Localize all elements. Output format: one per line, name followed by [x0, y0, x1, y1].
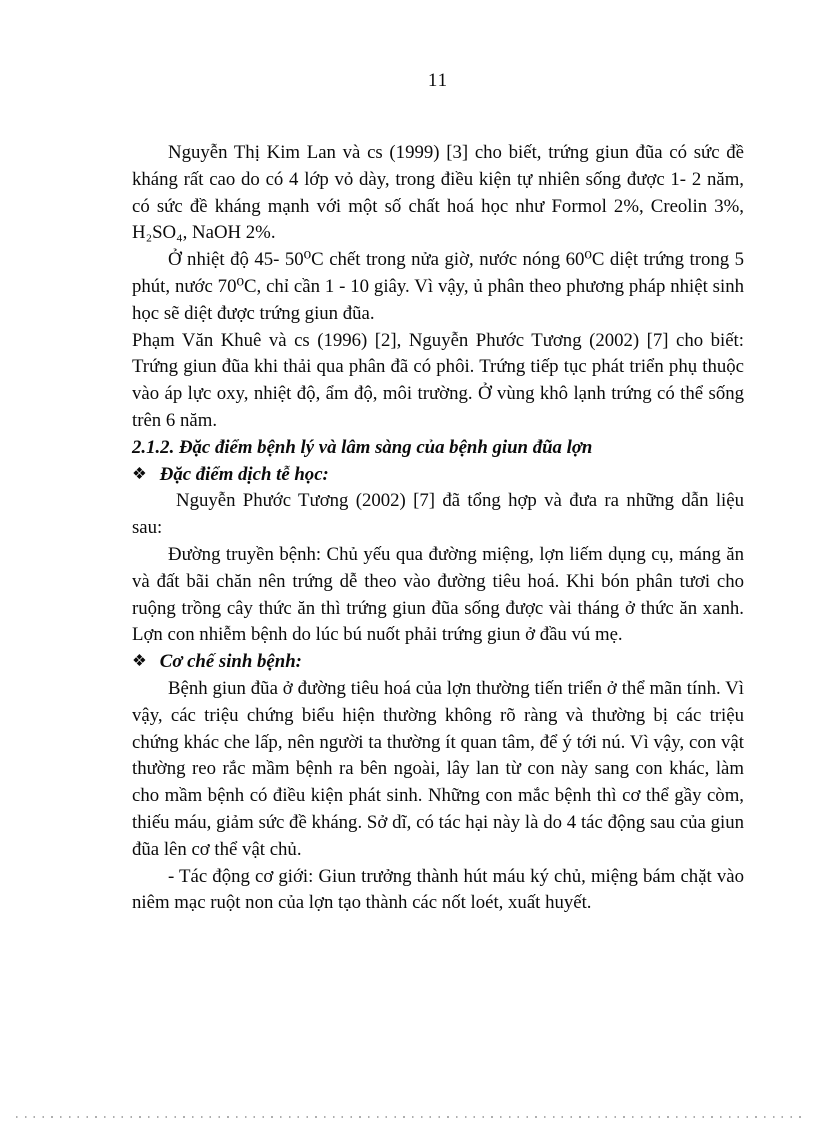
document-body [132, 140, 744, 917]
bullet-heading-pathogenesis [132, 649, 744, 676]
paragraph-tuong-summary: Nguyễn Phước Tương (2002) [7] đã tổng hợp và đưa ra những dẫn liệu sau: [132, 490, 744, 539]
section-heading-2-1-2: 2.1.2. Đặc điểm bệnh lý và lâm sàng của bệnh giun đũa lợn [132, 436, 593, 458]
bullet-heading-epidemiology [132, 462, 744, 489]
paragraph-embryo-development: Phạm Văn Khuê và cs (1996) [2], Nguyễn Phước Tương (2002) [7] cho biết: Trứng giun đũa khi thải qua phân đã có phôi. Trứng tiếp tục phát triển phụ thuộc vào áp lực oxy, nhiệt độ, ẩm độ, môi trường. Ở vùng khô lạnh trứng có thể sống trên 6 năm. [132, 329, 744, 431]
diamond-bullet-icon: ❖ [132, 651, 147, 671]
paragraph-transmission-route: Đường truyền bệnh: Chủ yếu qua đường miệng, lợn liếm dụng cụ, máng ăn và đất bãi chăn nên trứng dễ theo vào đường tiêu hoá. Khi bón phân tươi cho ruộng trồng cây thức ăn thì trứng giun đũa sống được vài tháng ở thức ăn xanh. Lợn con nhiễm bệnh do lúc bú nuốt phải trứng giun ở đầu vú mẹ. [132, 543, 744, 646]
paragraph-egg-resistance: Nguyễn Thị Kim Lan và cs (1999) [3] cho biết, trứng giun đũa có sức đề kháng rất cao do có 4 lớp vỏ dày, trong điều kiện tự nhiên sống được 1- 2 năm, có sức đề kháng mạnh với một số chất hoá học như Formol 2%, Creolin 3%, H₂SO₄, NaOH 2%. [132, 142, 744, 244]
diamond-bullet-icon: ❖ [132, 463, 147, 483]
page-number: 11 [427, 70, 449, 91]
bullet-heading-label: Đặc điểm dịch tễ học: [159, 463, 329, 485]
paragraph-mechanical-action: - Tác động cơ giới: Giun trưởng thành hút máu ký chủ, miệng bám chặt vào niêm mạc ruột non của lợn tạo thành các nốt loét, xuất huyết. [132, 865, 744, 914]
page-bottom-dotted-divider [16, 1116, 806, 1118]
bullet-heading-label: Cơ chế sinh bệnh: [159, 651, 302, 673]
paragraph-chronic-course: Bệnh giun đũa ở đường tiêu hoá của lợn thường tiến triển ở thể mãn tính. Vì vậy, các triệu chứng biểu hiện thường không rõ ràng và thường bị các triệu chứng khác che lấp, nên người ta thường ít quan tâm, để ý tới nú. Vì vậy, con vật thường reo rắc mầm bệnh ra bên ngoài, lây lan từ con này sang con khác, làm cho mầm bệnh có điều kiện phát sinh. Những con mắc bệnh thì cơ thể gầy còm, thiếu máu, giảm sức đề kháng. Sở dĩ, có tác hại này là do 4 tác động sau của giun đũa lên cơ thể vật chủ. [132, 677, 744, 860]
paragraph-temperature-effect: Ở nhiệt độ 45- 50⁰C chết trong nửa giờ, nước nóng 60⁰C diệt trứng trong 5 phút, nước 70⁰C, chỉ cần 1 - 10 giây. Vì vậy, ủ phân theo phương pháp nhiệt sinh học sẽ diệt được trứng giun đũa. [132, 249, 744, 324]
